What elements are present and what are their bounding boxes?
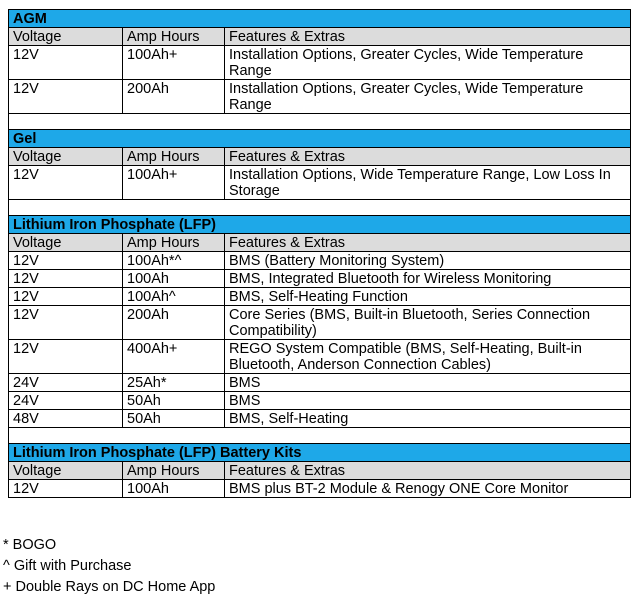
features-cell: Core Series (BMS, Built-in Bluetooth, Series Connection Compatibility) <box>225 306 631 340</box>
column-header-row <box>9 234 631 252</box>
column-header-amp-hours: Amp Hours <box>123 148 225 166</box>
battery-table-body <box>9 10 631 498</box>
amp-hours-cell: 50Ah <box>123 410 225 428</box>
features-cell: Installation Options, Greater Cycles, Wide Temperature Range <box>225 80 631 114</box>
section-title: Lithium Iron Phosphate (LFP) Battery Kits <box>9 444 631 462</box>
features-cell: BMS, Self-Heating Function <box>225 288 631 306</box>
column-header-features: Features & Extras <box>225 148 631 166</box>
column-header-voltage: Voltage <box>9 28 123 46</box>
amp-hours-cell: 100Ah+ <box>123 166 225 200</box>
column-header-voltage: Voltage <box>9 234 123 252</box>
voltage-cell: 12V <box>9 270 123 288</box>
table-row <box>9 306 631 340</box>
column-header-features: Features & Extras <box>225 462 631 480</box>
voltage-cell: 48V <box>9 410 123 428</box>
voltage-cell: 12V <box>9 306 123 340</box>
amp-hours-cell: 100Ah <box>123 480 225 498</box>
amp-hours-cell: 100Ah*^ <box>123 252 225 270</box>
table-row <box>9 392 631 410</box>
footnote-bogo: * BOGO <box>3 537 57 553</box>
features-cell: BMS plus BT-2 Module & Renogy ONE Core Monitor <box>225 480 631 498</box>
section-title-row <box>9 216 631 234</box>
features-cell: BMS, Integrated Bluetooth for Wireless Monitoring <box>225 270 631 288</box>
section-title-row <box>9 10 631 28</box>
table-row <box>9 270 631 288</box>
amp-hours-cell: 200Ah <box>123 306 225 340</box>
column-header-amp-hours: Amp Hours <box>123 462 225 480</box>
features-cell: BMS, Self-Heating <box>225 410 631 428</box>
spacer-cell <box>9 200 631 216</box>
features-cell: BMS <box>225 374 631 392</box>
battery-table <box>8 9 631 498</box>
section-title-row <box>9 130 631 148</box>
voltage-cell: 12V <box>9 480 123 498</box>
footnote-double-rays: + Double Rays on DC Home App <box>3 579 216 595</box>
amp-hours-cell: 200Ah <box>123 80 225 114</box>
column-header-amp-hours: Amp Hours <box>123 234 225 252</box>
column-header-voltage: Voltage <box>9 148 123 166</box>
features-cell: BMS <box>225 392 631 410</box>
table-row <box>9 288 631 306</box>
features-cell: Installation Options, Wide Temperature Range, Low Loss In Storage <box>225 166 631 200</box>
voltage-cell: 12V <box>9 340 123 374</box>
amp-hours-cell: 50Ah <box>123 392 225 410</box>
table-row <box>9 252 631 270</box>
voltage-cell: 24V <box>9 374 123 392</box>
column-header-row <box>9 28 631 46</box>
table-row <box>9 166 631 200</box>
voltage-cell: 12V <box>9 166 123 200</box>
features-cell: REGO System Compatible (BMS, Self-Heating, Built-in Bluetooth, Anderson Connection Cables) <box>225 340 631 374</box>
section-spacer-row <box>9 428 631 444</box>
section-spacer-row <box>9 114 631 130</box>
section-title: Gel <box>9 130 631 148</box>
voltage-cell: 24V <box>9 392 123 410</box>
spacer-cell <box>9 428 631 444</box>
features-cell: Installation Options, Greater Cycles, Wide Temperature Range <box>225 46 631 80</box>
amp-hours-cell: 100Ah <box>123 270 225 288</box>
amp-hours-cell: 25Ah* <box>123 374 225 392</box>
amp-hours-cell: 100Ah^ <box>123 288 225 306</box>
voltage-cell: 12V <box>9 252 123 270</box>
table-row <box>9 340 631 374</box>
table-row <box>9 374 631 392</box>
column-header-features: Features & Extras <box>225 28 631 46</box>
section-title: AGM <box>9 10 631 28</box>
section-title-row <box>9 444 631 462</box>
column-header-amp-hours: Amp Hours <box>123 28 225 46</box>
voltage-cell: 12V <box>9 46 123 80</box>
footnotes <box>3 535 215 598</box>
section-spacer-row <box>9 200 631 216</box>
section-title: Lithium Iron Phosphate (LFP) <box>9 216 631 234</box>
spacer-cell <box>9 114 631 130</box>
table-row <box>9 410 631 428</box>
amp-hours-cell: 100Ah+ <box>123 46 225 80</box>
footnote-gift: ^ Gift with Purchase <box>3 558 132 574</box>
voltage-cell: 12V <box>9 80 123 114</box>
column-header-row <box>9 148 631 166</box>
features-cell: BMS (Battery Monitoring System) <box>225 252 631 270</box>
table-row <box>9 480 631 498</box>
column-header-voltage: Voltage <box>9 462 123 480</box>
amp-hours-cell: 400Ah+ <box>123 340 225 374</box>
column-header-row <box>9 462 631 480</box>
column-header-features: Features & Extras <box>225 234 631 252</box>
table-row <box>9 46 631 80</box>
table-row <box>9 80 631 114</box>
voltage-cell: 12V <box>9 288 123 306</box>
